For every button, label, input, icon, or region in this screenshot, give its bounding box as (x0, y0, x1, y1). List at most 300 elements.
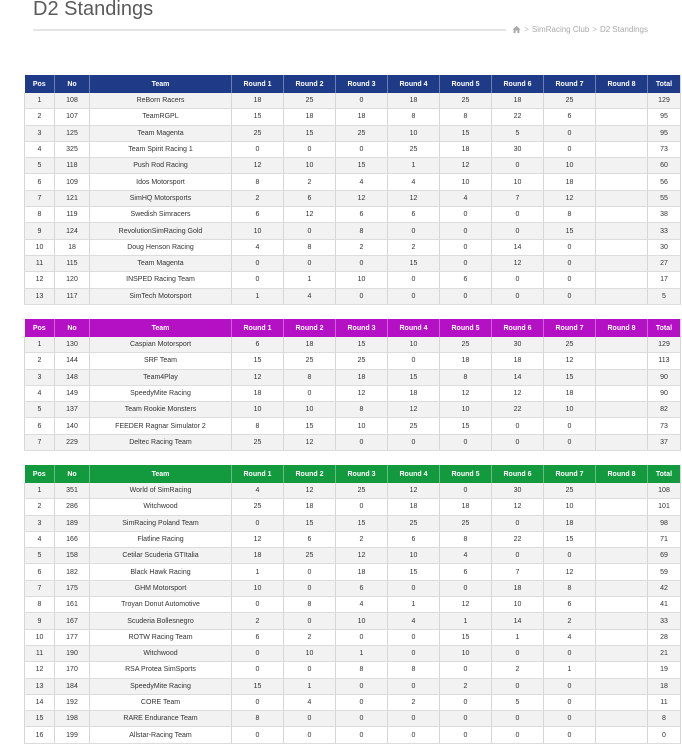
cell-team: SimHQ Motorsports (90, 190, 232, 206)
cell-round-6: 18 (492, 353, 544, 369)
column-header-round-4: Round 4 (388, 319, 440, 337)
cell-round-6: 5 (492, 125, 544, 141)
cell-no: 190 (55, 645, 90, 661)
column-header-pos: Pos (25, 319, 55, 337)
table-header-row (25, 465, 681, 483)
cell-team: Team Magenta (90, 255, 232, 271)
cell-round-7: 0 (544, 239, 596, 255)
column-header-round-3: Round 3 (336, 465, 388, 483)
cell-round-5: 0 (440, 694, 492, 710)
cell-total: 56 (648, 174, 681, 190)
cell-team: Troyan Donut Automotive (90, 597, 232, 613)
table-row (25, 418, 681, 434)
standings-table-green (24, 465, 681, 744)
cell-no: 130 (55, 337, 90, 353)
cell-round-1: 1 (232, 288, 284, 304)
cell-total: 101 (648, 499, 681, 515)
cell-pos: 12 (25, 272, 55, 288)
cell-team: RevolutionSimRacing Gold (90, 223, 232, 239)
cell-no: 170 (55, 662, 90, 678)
cell-round-8 (596, 580, 648, 596)
cell-total: 60 (648, 158, 681, 174)
standings-table-purple (24, 319, 681, 451)
cell-pos: 3 (25, 125, 55, 141)
cell-round-5: 1 (440, 613, 492, 629)
cell-pos: 6 (25, 418, 55, 434)
cell-round-8 (596, 369, 648, 385)
cell-round-7: 25 (544, 483, 596, 499)
cell-round-6: 0 (492, 515, 544, 531)
cell-round-2: 10 (284, 402, 336, 418)
table-row (25, 515, 681, 531)
cell-round-5: 0 (440, 288, 492, 304)
cell-pos: 13 (25, 288, 55, 304)
cell-round-6: 22 (492, 109, 544, 125)
cell-round-1: 0 (232, 255, 284, 271)
table-body (25, 93, 681, 304)
cell-round-1: 8 (232, 418, 284, 434)
cell-round-2: 0 (284, 727, 336, 743)
cell-pos: 5 (25, 158, 55, 174)
cell-round-4: 1 (388, 158, 440, 174)
cell-round-3: 25 (336, 125, 388, 141)
cell-no: 125 (55, 125, 90, 141)
cell-round-5: 12 (440, 597, 492, 613)
cell-round-3: 18 (336, 369, 388, 385)
cell-round-4: 12 (388, 483, 440, 499)
cell-round-4: 6 (388, 531, 440, 547)
cell-pos: 5 (25, 548, 55, 564)
cell-round-3: 8 (336, 402, 388, 418)
cell-no: 108 (55, 93, 90, 109)
cell-round-1: 1 (232, 564, 284, 580)
column-header-round-7: Round 7 (544, 75, 596, 93)
cell-no: 18 (55, 239, 90, 255)
cell-round-3: 6 (336, 580, 388, 596)
cell-round-3: 15 (336, 158, 388, 174)
cell-no: 107 (55, 109, 90, 125)
cell-round-1: 6 (232, 629, 284, 645)
cell-round-8 (596, 385, 648, 401)
cell-round-8 (596, 613, 648, 629)
page-title: D2 Standings (33, 0, 154, 20)
cell-round-1: 25 (232, 125, 284, 141)
column-header-round-8: Round 8 (596, 75, 648, 93)
column-header-round-6: Round 6 (492, 75, 544, 93)
column-header-round-5: Round 5 (440, 75, 492, 93)
table-body (25, 483, 681, 743)
cell-round-5: 15 (440, 418, 492, 434)
cell-pos: 8 (25, 207, 55, 223)
cell-team: SpeedyMite Racing (90, 385, 232, 401)
cell-round-8 (596, 694, 648, 710)
cell-round-4: 1 (388, 597, 440, 613)
cell-round-3: 4 (336, 174, 388, 190)
cell-round-2: 18 (284, 337, 336, 353)
cell-no: 184 (55, 678, 90, 694)
cell-round-8 (596, 727, 648, 743)
cell-team: SimTech Motorsport (90, 288, 232, 304)
cell-round-4: 0 (388, 272, 440, 288)
cell-round-8 (596, 548, 648, 564)
cell-pos: 6 (25, 564, 55, 580)
cell-round-4: 0 (388, 434, 440, 450)
cell-round-3: 0 (336, 694, 388, 710)
cell-total: 37 (648, 434, 681, 450)
cell-round-2: 6 (284, 190, 336, 206)
cell-team: Team Magenta (90, 125, 232, 141)
cell-total: 108 (648, 483, 681, 499)
cell-round-5: 2 (440, 678, 492, 694)
cell-total: 95 (648, 125, 681, 141)
cell-no: 175 (55, 580, 90, 596)
cell-team: Deltec Racing Team (90, 434, 232, 450)
cell-total: 27 (648, 255, 681, 271)
cell-round-7: 15 (544, 531, 596, 547)
breadcrumb-separator: > (592, 25, 597, 34)
cell-pos: 11 (25, 645, 55, 661)
cell-team: Witchwood (90, 645, 232, 661)
cell-round-3: 4 (336, 597, 388, 613)
cell-team: Black Hawk Racing (90, 564, 232, 580)
cell-team: Flatline Racing (90, 531, 232, 547)
cell-round-6: 0 (492, 288, 544, 304)
cell-round-2: 8 (284, 239, 336, 255)
column-header-round-2: Round 2 (284, 319, 336, 337)
cell-round-3: 0 (336, 141, 388, 157)
cell-round-1: 4 (232, 483, 284, 499)
cell-round-6: 7 (492, 564, 544, 580)
cell-round-6: 30 (492, 141, 544, 157)
cell-pos: 1 (25, 337, 55, 353)
table-row (25, 483, 681, 499)
table-row (25, 597, 681, 613)
cell-pos: 4 (25, 531, 55, 547)
table-row (25, 580, 681, 596)
cell-round-1: 4 (232, 239, 284, 255)
cell-round-4: 4 (388, 174, 440, 190)
cell-round-1: 0 (232, 515, 284, 531)
cell-total: 129 (648, 93, 681, 109)
cell-pos: 8 (25, 597, 55, 613)
column-header-round-4: Round 4 (388, 465, 440, 483)
cell-round-6: 1 (492, 629, 544, 645)
cell-round-2: 1 (284, 678, 336, 694)
column-header-round-5: Round 5 (440, 319, 492, 337)
cell-round-1: 0 (232, 272, 284, 288)
cell-round-8 (596, 141, 648, 157)
column-header-round-1: Round 1 (232, 465, 284, 483)
cell-team: ROTW Racing Team (90, 629, 232, 645)
cell-round-7: 15 (544, 223, 596, 239)
cell-team: ReBorn Racers (90, 93, 232, 109)
cell-round-2: 25 (284, 548, 336, 564)
cell-round-2: 25 (284, 93, 336, 109)
cell-round-8 (596, 272, 648, 288)
column-header-team: Team (90, 465, 232, 483)
cell-no: 167 (55, 613, 90, 629)
cell-pos: 2 (25, 499, 55, 515)
cell-pos: 6 (25, 174, 55, 190)
cell-total: 95 (648, 109, 681, 125)
cell-round-7: 2 (544, 613, 596, 629)
cell-no: 325 (55, 141, 90, 157)
cell-no: 120 (55, 272, 90, 288)
cell-round-6: 0 (492, 207, 544, 223)
cell-round-6: 0 (492, 272, 544, 288)
cell-no: 182 (55, 564, 90, 580)
cell-round-7: 12 (544, 190, 596, 206)
cell-round-1: 0 (232, 141, 284, 157)
cell-round-2: 18 (284, 499, 336, 515)
cell-round-2: 0 (284, 662, 336, 678)
cell-pos: 2 (25, 109, 55, 125)
cell-no: 119 (55, 207, 90, 223)
table-row (25, 678, 681, 694)
column-header-total: Total (648, 465, 681, 483)
cell-round-5: 8 (440, 531, 492, 547)
cell-no: 137 (55, 402, 90, 418)
table-row (25, 645, 681, 661)
cell-round-7: 25 (544, 93, 596, 109)
cell-round-3: 25 (336, 483, 388, 499)
cell-round-7: 18 (544, 174, 596, 190)
cell-round-6: 0 (492, 434, 544, 450)
cell-pos: 10 (25, 239, 55, 255)
cell-round-8 (596, 597, 648, 613)
cell-team: Scuderia Bollesnegro (90, 613, 232, 629)
cell-round-7: 4 (544, 629, 596, 645)
column-header-total: Total (648, 75, 681, 93)
table-row (25, 353, 681, 369)
cell-no: 229 (55, 434, 90, 450)
table-row (25, 531, 681, 547)
column-header-round-2: Round 2 (284, 465, 336, 483)
cell-round-7: 0 (544, 272, 596, 288)
cell-round-6: 10 (492, 174, 544, 190)
cell-round-3: 25 (336, 353, 388, 369)
cell-pos: 10 (25, 629, 55, 645)
cell-round-2: 0 (284, 711, 336, 727)
cell-total: 28 (648, 629, 681, 645)
cell-round-7: 0 (544, 711, 596, 727)
cell-round-8 (596, 564, 648, 580)
column-header-total: Total (648, 319, 681, 337)
cell-round-8 (596, 434, 648, 450)
cell-round-7: 8 (544, 580, 596, 596)
cell-round-4: 0 (388, 580, 440, 596)
table-row (25, 629, 681, 645)
cell-round-7: 0 (544, 678, 596, 694)
cell-round-4: 12 (388, 402, 440, 418)
cell-round-1: 10 (232, 223, 284, 239)
table-header-row (25, 75, 681, 93)
table-row (25, 727, 681, 743)
cell-no: 158 (55, 548, 90, 564)
cell-pos: 7 (25, 580, 55, 596)
cell-team: Cetilar Scuderia GTItalia (90, 548, 232, 564)
cell-no: 109 (55, 174, 90, 190)
breadcrumb-link-site[interactable]: SimRacing Club (531, 25, 590, 34)
column-header-round-1: Round 1 (232, 319, 284, 337)
cell-round-7: 0 (544, 418, 596, 434)
cell-no: 161 (55, 597, 90, 613)
cell-round-3: 0 (336, 255, 388, 271)
cell-round-2: 15 (284, 515, 336, 531)
cell-round-7: 0 (544, 288, 596, 304)
cell-round-1: 2 (232, 190, 284, 206)
cell-round-7: 10 (544, 499, 596, 515)
cell-round-5: 25 (440, 93, 492, 109)
cell-round-4: 25 (388, 515, 440, 531)
column-header-round-7: Round 7 (544, 465, 596, 483)
column-header-pos: Pos (25, 465, 55, 483)
cell-round-6: 5 (492, 694, 544, 710)
table-row (25, 190, 681, 206)
cell-round-4: 0 (388, 678, 440, 694)
cell-pos: 15 (25, 711, 55, 727)
cell-round-8 (596, 255, 648, 271)
cell-round-8 (596, 125, 648, 141)
cell-round-6: 22 (492, 402, 544, 418)
cell-team: RSA Protea SimSports (90, 662, 232, 678)
cell-team: Allstar-Racing Team (90, 727, 232, 743)
cell-round-1: 12 (232, 531, 284, 547)
column-header-no: No (55, 319, 90, 337)
cell-round-8 (596, 337, 648, 353)
cell-no: 189 (55, 515, 90, 531)
cell-round-3: 2 (336, 531, 388, 547)
cell-round-8 (596, 207, 648, 223)
table-row (25, 288, 681, 304)
cell-round-7: 25 (544, 337, 596, 353)
cell-round-4: 0 (388, 645, 440, 661)
table-row (25, 337, 681, 353)
cell-round-8 (596, 483, 648, 499)
column-header-round-8: Round 8 (596, 465, 648, 483)
cell-total: 90 (648, 385, 681, 401)
column-header-round-3: Round 3 (336, 75, 388, 93)
cell-round-4: 15 (388, 255, 440, 271)
cell-round-8 (596, 678, 648, 694)
table-body (25, 337, 681, 451)
cell-team: FEEDER Ragnar Simulator 2 (90, 418, 232, 434)
cell-round-3: 0 (336, 727, 388, 743)
cell-round-7: 0 (544, 141, 596, 157)
cell-round-6: 30 (492, 337, 544, 353)
column-header-round-1: Round 1 (232, 75, 284, 93)
cell-round-7: 8 (544, 207, 596, 223)
cell-round-2: 25 (284, 353, 336, 369)
cell-round-8 (596, 288, 648, 304)
column-header-round-5: Round 5 (440, 465, 492, 483)
cell-round-6: 22 (492, 531, 544, 547)
column-header-round-2: Round 2 (284, 75, 336, 93)
cell-round-3: 12 (336, 548, 388, 564)
cell-round-1: 12 (232, 369, 284, 385)
cell-round-1: 6 (232, 207, 284, 223)
cell-team: Swedish Simracers (90, 207, 232, 223)
cell-round-2: 18 (284, 109, 336, 125)
cell-round-3: 12 (336, 385, 388, 401)
cell-round-8 (596, 239, 648, 255)
cell-round-3: 0 (336, 93, 388, 109)
cell-round-4: 10 (388, 125, 440, 141)
cell-total: 33 (648, 223, 681, 239)
cell-round-4: 12 (388, 190, 440, 206)
cell-round-4: 8 (388, 662, 440, 678)
table-row (25, 548, 681, 564)
cell-round-4: 0 (388, 727, 440, 743)
cell-no: 121 (55, 190, 90, 206)
column-header-round-6: Round 6 (492, 319, 544, 337)
cell-round-7: 0 (544, 255, 596, 271)
cell-total: 17 (648, 272, 681, 288)
cell-round-6: 12 (492, 499, 544, 515)
cell-round-8 (596, 174, 648, 190)
cell-round-4: 2 (388, 239, 440, 255)
cell-round-5: 6 (440, 564, 492, 580)
cell-round-5: 25 (440, 515, 492, 531)
home-icon[interactable] (512, 25, 521, 34)
cell-round-1: 15 (232, 353, 284, 369)
cell-total: 129 (648, 337, 681, 353)
cell-round-3: 15 (336, 337, 388, 353)
cell-round-7: 0 (544, 434, 596, 450)
cell-round-7: 0 (544, 727, 596, 743)
cell-round-1: 0 (232, 694, 284, 710)
cell-round-5: 25 (440, 337, 492, 353)
cell-round-7: 10 (544, 158, 596, 174)
table-row (25, 564, 681, 580)
cell-total: 71 (648, 531, 681, 547)
cell-round-1: 12 (232, 158, 284, 174)
breadcrumb (506, 25, 648, 34)
cell-round-8 (596, 499, 648, 515)
cell-round-6: 30 (492, 483, 544, 499)
cell-round-1: 0 (232, 727, 284, 743)
cell-round-7: 18 (544, 385, 596, 401)
cell-round-6: 0 (492, 711, 544, 727)
cell-total: 73 (648, 141, 681, 157)
cell-total: 38 (648, 207, 681, 223)
cell-round-3: 0 (336, 711, 388, 727)
table-row (25, 93, 681, 109)
cell-team: Team Spirit Racing 1 (90, 141, 232, 157)
cell-round-3: 10 (336, 613, 388, 629)
cell-no: 115 (55, 255, 90, 271)
cell-pos: 11 (25, 255, 55, 271)
cell-round-5: 18 (440, 353, 492, 369)
cell-round-3: 6 (336, 207, 388, 223)
cell-round-7: 18 (544, 515, 596, 531)
cell-no: 117 (55, 288, 90, 304)
cell-round-5: 0 (440, 207, 492, 223)
cell-round-6: 10 (492, 597, 544, 613)
cell-round-2: 0 (284, 580, 336, 596)
column-header-round-6: Round 6 (492, 465, 544, 483)
table-row (25, 141, 681, 157)
cell-total: 11 (648, 694, 681, 710)
cell-round-1: 0 (232, 645, 284, 661)
cell-total: 59 (648, 564, 681, 580)
cell-round-7: 0 (544, 548, 596, 564)
cell-round-5: 12 (440, 385, 492, 401)
column-header-round-4: Round 4 (388, 75, 440, 93)
cell-pos: 4 (25, 141, 55, 157)
column-header-team: Team (90, 75, 232, 93)
cell-round-2: 12 (284, 207, 336, 223)
